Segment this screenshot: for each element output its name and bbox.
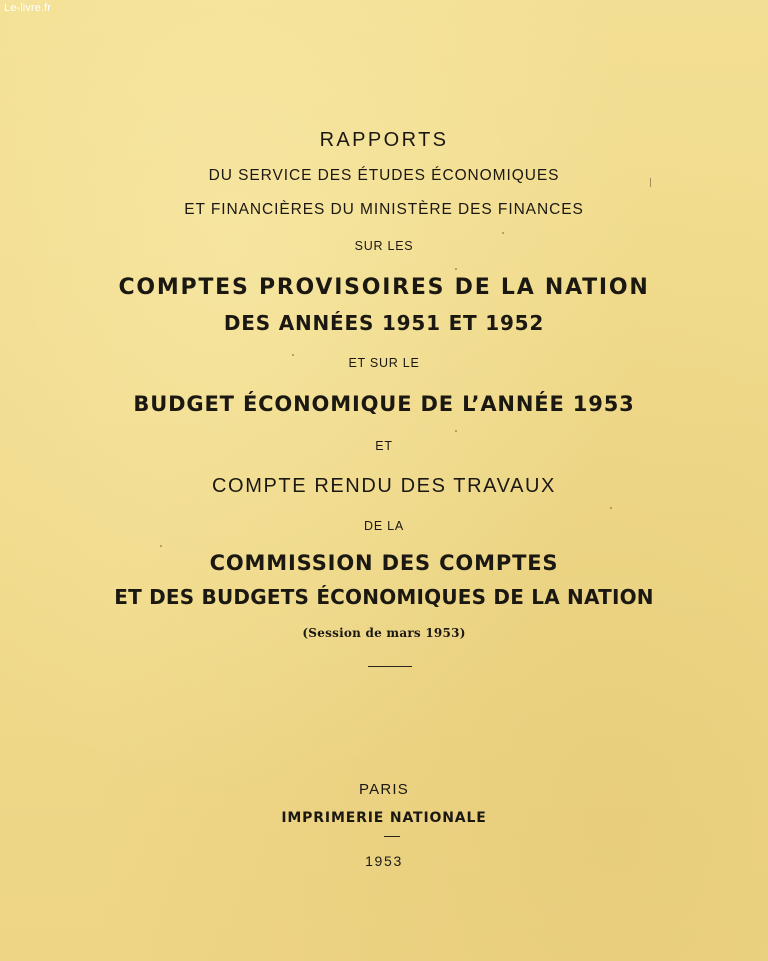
cover-line-compte-rendu: COMPTE RENDU DES TRAVAUX (212, 475, 556, 497)
cover-line-service: DU SERVICE DES ÉTUDES ÉCONOMIQUES (208, 167, 560, 184)
cover-title-budget: BUDGET ÉCONOMIQUE DE L’ANNÉE 1953 (133, 392, 635, 416)
cover-city: PARIS (359, 781, 409, 798)
cover-title-commission: COMMISSION DES COMPTES (209, 551, 559, 575)
cover-title-comptes: COMPTES PROVISOIRES DE LA NATION (118, 275, 650, 300)
paper-speck (502, 232, 504, 234)
cover-publisher: IMPRIMERIE NATIONALE (281, 810, 487, 826)
cover-year: 1953 (365, 853, 403, 869)
cover-title-budgets: ET DES BUDGETS ÉCONOMIQUES DE LA NATION (114, 585, 654, 609)
cover-title-annees: DES ANNÉES 1951 ET 1952 (223, 311, 545, 335)
cover-line-sur-les: SUR LES (354, 239, 414, 253)
paper-speck (610, 507, 612, 509)
paper-speck (455, 268, 457, 270)
cover-divider-small (384, 836, 400, 837)
cover-line-rapports: RAPPORTS (319, 129, 449, 151)
paper-speck (292, 354, 294, 356)
cover-line-ministere: ET FINANCIÈRES DU MINISTÈRE DES FINANCES (184, 201, 584, 218)
paper-speck (160, 545, 162, 547)
watermark-text: Le-livre.fr (4, 2, 52, 14)
cover-line-de-la: DE LA (364, 519, 404, 533)
cover-session: (Session de mars 1953) (302, 626, 466, 640)
cover-divider (368, 666, 412, 667)
cover-line-sur-le: ET SUR LE (348, 356, 420, 370)
paper-speck (455, 430, 457, 432)
cover-line-et: ET (375, 439, 393, 453)
